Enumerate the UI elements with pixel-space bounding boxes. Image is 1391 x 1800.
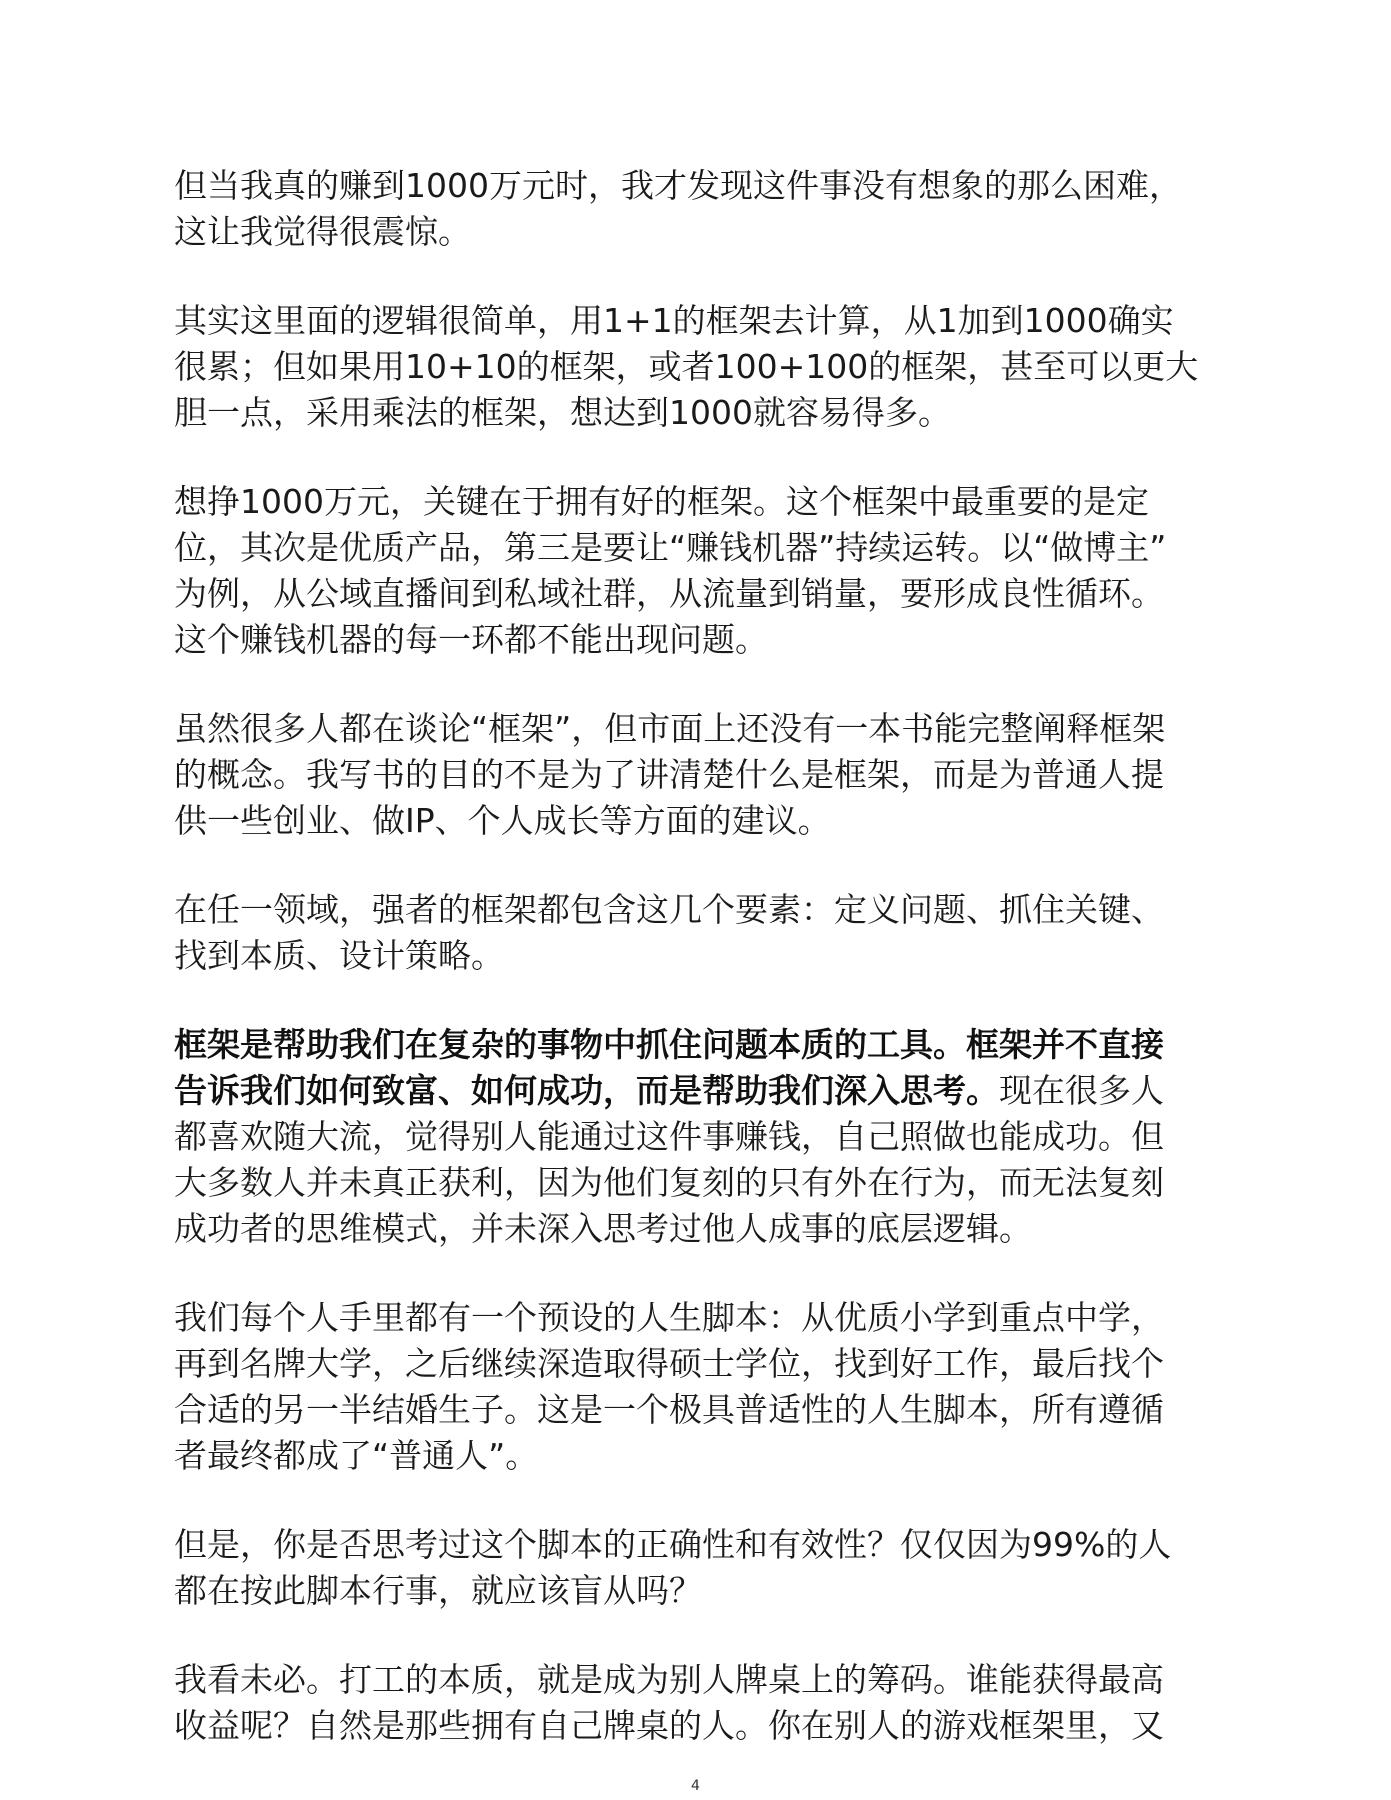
text-line: 收益呢？自然是那些拥有自己牌桌的人。你在别人的游戏框架里，又 (174, 1706, 1164, 1745)
paragraph-1 (174, 163, 1204, 255)
text-line: 这个赚钱机器的每一环都不能出现问题。 (174, 620, 768, 659)
text-line: 位，其次是优质产品，第三是要让“赚钱机器”持续运转。以“做博主” (174, 528, 1167, 567)
document-page (174, 163, 1204, 1792)
paragraph-3 (174, 479, 1204, 663)
text-line: 都在按此脚本行事，就应该盲从吗？ (174, 1571, 702, 1610)
text-line: 者最终都成了“普通人”。 (174, 1436, 539, 1475)
text-line: 胆一点，采用乘法的框架，想达到1000就容易得多。 (174, 393, 951, 432)
bold-text-line: 框架是帮助我们在复杂的事物中抓住问题本质的工具。框架并不直接 (174, 1025, 1164, 1064)
text-line: 想挣1000万元，关键在于拥有好的框架。这个框架中最重要的是定 (174, 482, 1149, 521)
text-span: 现在很多人 (999, 1071, 1164, 1110)
text-line: 很累；但如果用10+10的框架，或者100+100的框架，甚至可以更大 (174, 347, 1199, 386)
text-line: 都喜欢随大流，觉得别人能通过这件事赚钱，自己照做也能成功。但 (174, 1117, 1164, 1156)
text-line: 再到名牌大学，之后继续深造取得硕士学位，找到好工作，最后找个 (174, 1344, 1164, 1383)
text-line: 大多数人并未真正获利，因为他们复刻的只有外在行为，而无法复刻 (174, 1163, 1164, 1202)
text-line: 虽然很多人都在谈论“框架”，但市面上还没有一本书能完整阐释框架 (174, 709, 1166, 748)
text-line: 找到本质、设计策略。 (174, 936, 504, 975)
text-line: 这让我觉得很震惊。 (174, 212, 471, 251)
text-line: 合适的另一半结婚生子。这是一个极具普适性的人生脚本，所有遵循 (174, 1390, 1164, 1429)
mixed-text-line (174, 1068, 1204, 1114)
text-line: 其实这里面的逻辑很简单，用1+1的框架去计算，从1加到1000确实 (174, 301, 1174, 340)
text-line: 但是，你是否思考过这个脚本的正确性和有效性？仅仅因为99%的人 (174, 1525, 1172, 1564)
text-line: 在任一领域，强者的框架都包含这几个要素：定义问题、抓住关键、 (174, 890, 1164, 929)
text-line: 我们每个人手里都有一个预设的人生脚本：从优质小学到重点中学， (174, 1298, 1164, 1337)
text-line: 供一些创业、做IP、个人成长等方面的建议。 (174, 801, 831, 840)
paragraph-9 (174, 1657, 1204, 1749)
text-line: 我看未必。打工的本质，就是成为别人牌桌上的筹码。谁能获得最高 (174, 1660, 1164, 1699)
paragraph-6 (174, 1022, 1204, 1252)
paragraph-5 (174, 887, 1204, 979)
text-line: 的概念。我写书的目的不是为了讲清楚什么是框架，而是为普通人提 (174, 755, 1164, 794)
paragraph-2 (174, 298, 1204, 436)
page-number: 4 (691, 1778, 700, 1794)
paragraph-8 (174, 1522, 1204, 1614)
text-line: 但当我真的赚到1000万元时，我才发现这件事没有想象的那么困难， (174, 166, 1182, 205)
bold-text-span: 告诉我们如何致富、如何成功，而是帮助我们深入思考。 (174, 1071, 999, 1110)
paragraph-7 (174, 1295, 1204, 1479)
paragraph-4 (174, 706, 1204, 844)
text-line: 为例，从公域直播间到私域社群，从流量到销量，要形成良性循环。 (174, 574, 1164, 613)
text-line: 成功者的思维模式，并未深入思考过他人成事的底层逻辑。 (174, 1209, 1032, 1248)
